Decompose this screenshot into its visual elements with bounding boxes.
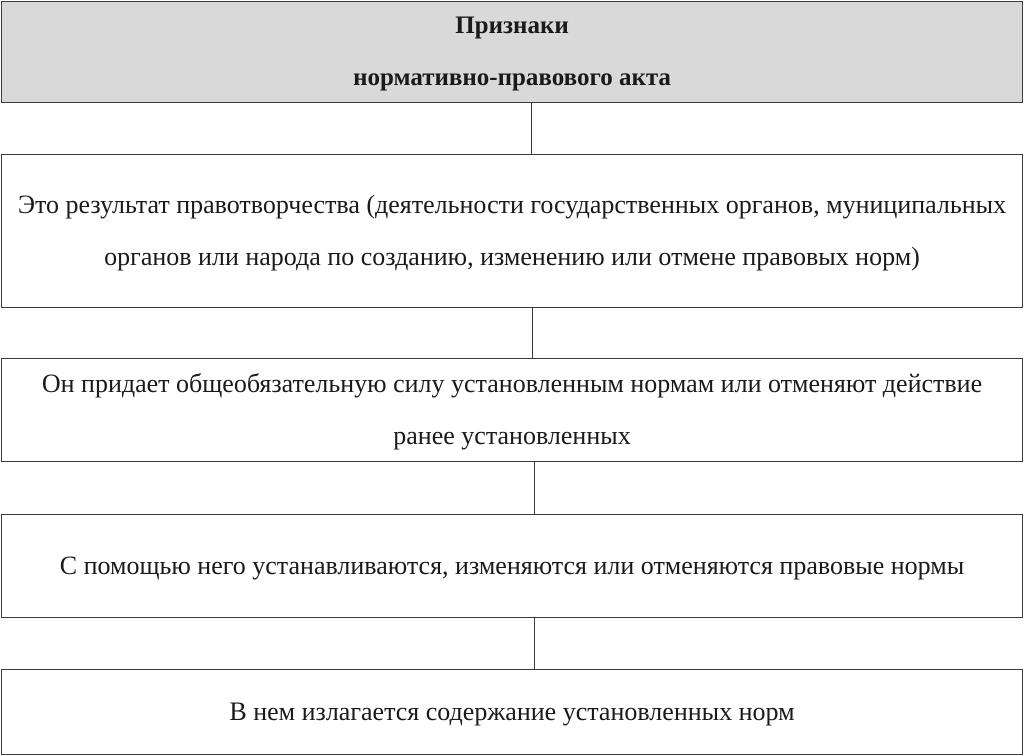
- feature-box-3: [1, 514, 1023, 618]
- feature-box-4: [1, 669, 1023, 755]
- feature-text-3: С помощью него устанавливаются, изменяются или отменяются правовые нормы: [59, 551, 965, 580]
- diagram-title-line-1: Признаки: [455, 12, 569, 39]
- connector-line: [534, 462, 535, 514]
- feature-box-2: [1, 358, 1023, 462]
- connector-line: [531, 103, 532, 154]
- diagram-title-line-2: нормативно-правового акта: [353, 64, 671, 91]
- feature-text-1: Это результат правотворчества (деятельности государственных органов, муниципальных органов или народа по созданию, изменению или отмене правовых норм): [17, 190, 1007, 271]
- connector-line: [532, 308, 533, 358]
- connector-line: [534, 618, 535, 669]
- feature-text-2: Он придает общеобязательную силу установленным нормам или отменяют действие ранее установленных: [41, 369, 983, 450]
- feature-box-1: [1, 154, 1023, 308]
- diagram-title-box: [1, 1, 1023, 103]
- feature-text-4: В нем излагается содержание установленных норм: [229, 697, 795, 726]
